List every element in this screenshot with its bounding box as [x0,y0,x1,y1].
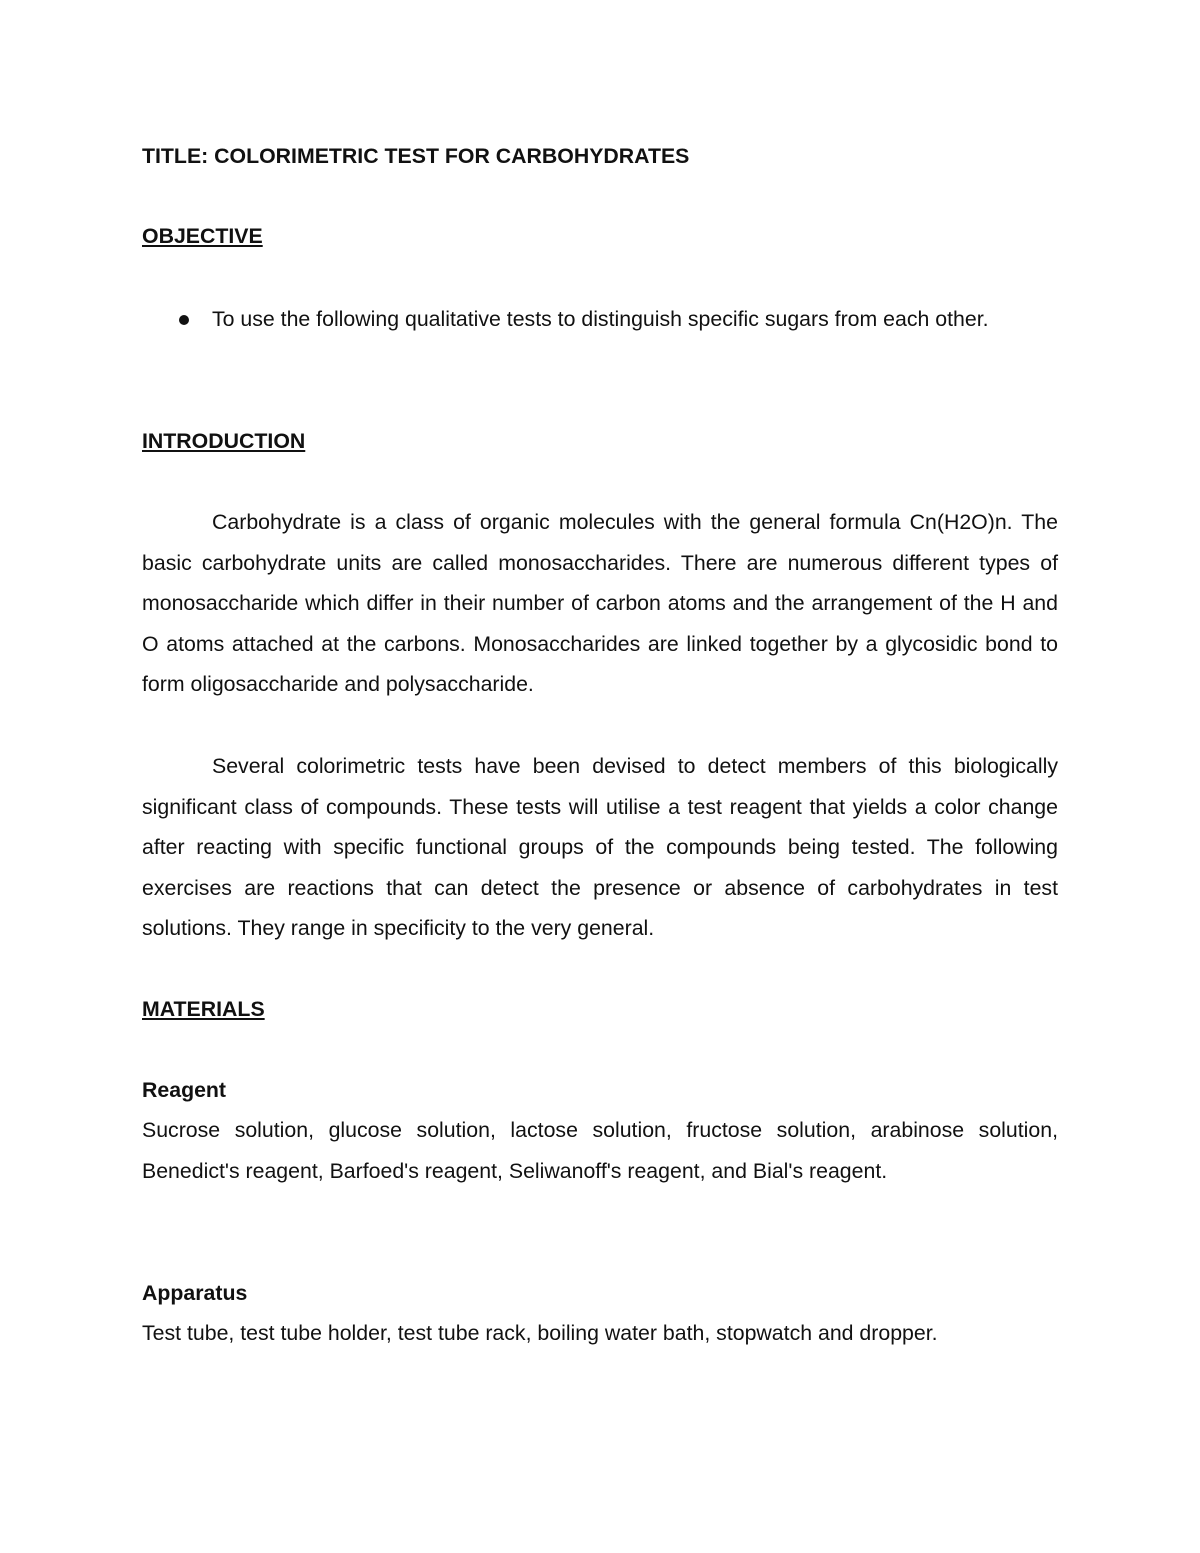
objective-list [142,299,1058,340]
reagent-heading: Reagent [142,1078,227,1102]
document-title: TITLE: COLORIMETRIC TEST FOR CARBOHYDRATES [142,144,690,168]
apparatus-heading: Apparatus [142,1281,248,1305]
introduction-heading: INTRODUCTION [142,429,306,453]
reagent-text: Sucrose solution, glucose solution, lactose solution, fructose solution, arabinose solution, Benedict's reagent, Barfoed's reagent, Seliwanoff's reagent, and Bial's reagent. [142,1118,1058,1183]
objective-heading: OBJECTIVE [142,224,263,248]
introduction-paragraph-2: Several colorimetric tests have been devised to detect members of this biologically significant class of compounds. These tests will utilise a test reagent that yields a color change after reacting with specific functional groups of the compounds being tested. The following exercises are reactions that can detect the presence or absence of carbohydrates in test solutions. They range in specificity to the very general. [142,754,1058,941]
materials-heading: MATERIALS [142,997,265,1021]
objective-item-text: To use the following qualitative tests to distinguish specific sugars from each other. [212,307,989,331]
document-page [142,0,1058,1553]
introduction-paragraph-1: Carbohydrate is a class of organic molecules with the general formula Cn(H2O)n. The basic carbohydrate units are called monosaccharides. There are numerous different types of monosaccharide which differ in their number of carbon atoms and the arrangement of the H and O atoms attached at the carbons. Monosaccharides are linked together by a glycosidic bond to form oligosaccharide and polysaccharide. [142,510,1058,697]
bullet-icon [179,315,189,325]
list-item [142,299,1058,340]
apparatus-text: Test tube, test tube holder, test tube rack, boiling water bath, stopwatch and dropper. [142,1321,938,1345]
